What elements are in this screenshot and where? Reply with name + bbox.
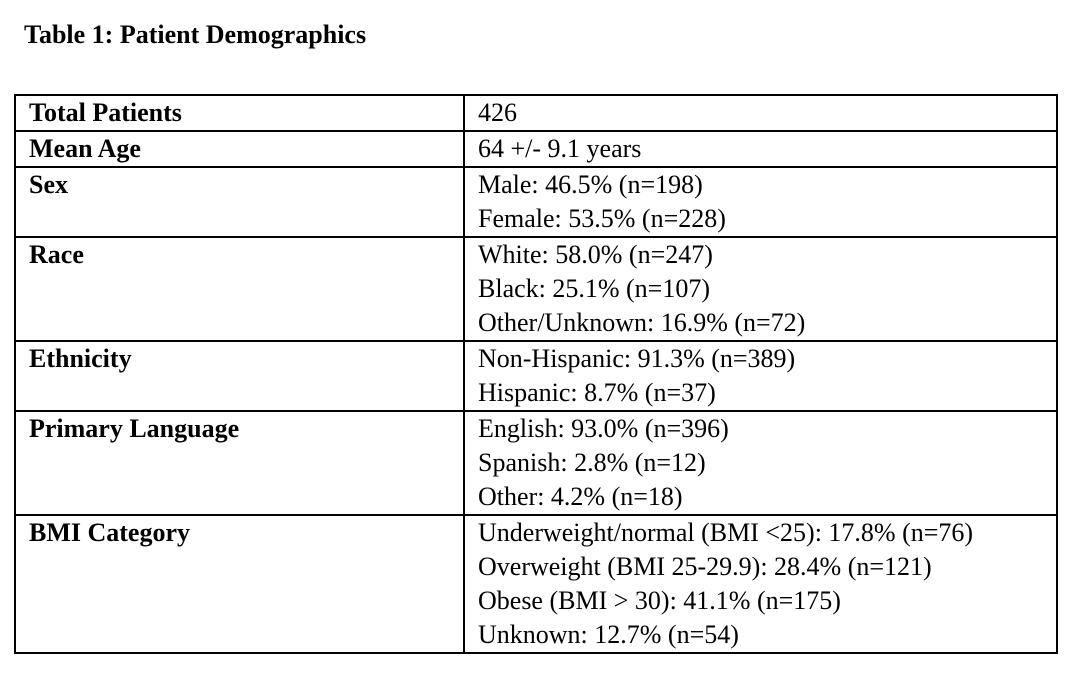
row-value: 426: [478, 98, 517, 127]
row-value: Obese (BMI > 30): 41.1% (n=175): [478, 586, 841, 615]
demographics-table: [14, 94, 1058, 654]
row-value: Hispanic: 8.7% (n=37): [478, 378, 716, 407]
row-values: [464, 341, 1057, 411]
table-row-mean-age: [15, 131, 1057, 167]
row-value: Overweight (BMI 25-29.9): 28.4% (n=121): [478, 552, 932, 581]
row-value: Spanish: 2.8% (n=12): [478, 448, 706, 477]
table-caption: Table 1: Patient Demographics: [24, 20, 367, 49]
row-values: [464, 95, 1057, 131]
row-values: [464, 237, 1057, 341]
row-value: Other: 4.2% (n=18): [478, 482, 683, 511]
row-label: Race: [15, 237, 464, 341]
row-value: Black: 25.1% (n=107): [478, 274, 711, 303]
row-label: Ethnicity: [15, 341, 464, 411]
row-label: Mean Age: [15, 131, 464, 167]
row-label: Sex: [15, 167, 464, 237]
row-values: [464, 167, 1057, 237]
row-value: Unknown: 12.7% (n=54): [478, 620, 739, 649]
row-value: White: 58.0% (n=247): [478, 240, 713, 269]
row-value: 64 +/- 9.1 years: [478, 134, 642, 163]
table-row-ethnicity: [15, 341, 1057, 411]
row-values: [464, 515, 1057, 653]
table-row-bmi-category: [15, 515, 1057, 653]
row-value: Underweight/normal (BMI <25): 17.8% (n=76): [478, 518, 974, 547]
row-value: Non-Hispanic: 91.3% (n=389): [478, 344, 796, 373]
row-values: [464, 131, 1057, 167]
row-value: English: 93.0% (n=396): [478, 414, 729, 443]
row-value: Female: 53.5% (n=228): [478, 204, 726, 233]
row-label: Total Patients: [15, 95, 464, 131]
row-value: Male: 46.5% (n=198): [478, 170, 703, 199]
table-row-race: [15, 237, 1057, 341]
row-label: BMI Category: [15, 515, 464, 653]
table-row-primary-language: [15, 411, 1057, 515]
table-row-total-patients: [15, 95, 1057, 131]
row-value: Other/Unknown: 16.9% (n=72): [478, 308, 806, 337]
row-label: Primary Language: [15, 411, 464, 515]
table-row-sex: [15, 167, 1057, 237]
row-values: [464, 411, 1057, 515]
